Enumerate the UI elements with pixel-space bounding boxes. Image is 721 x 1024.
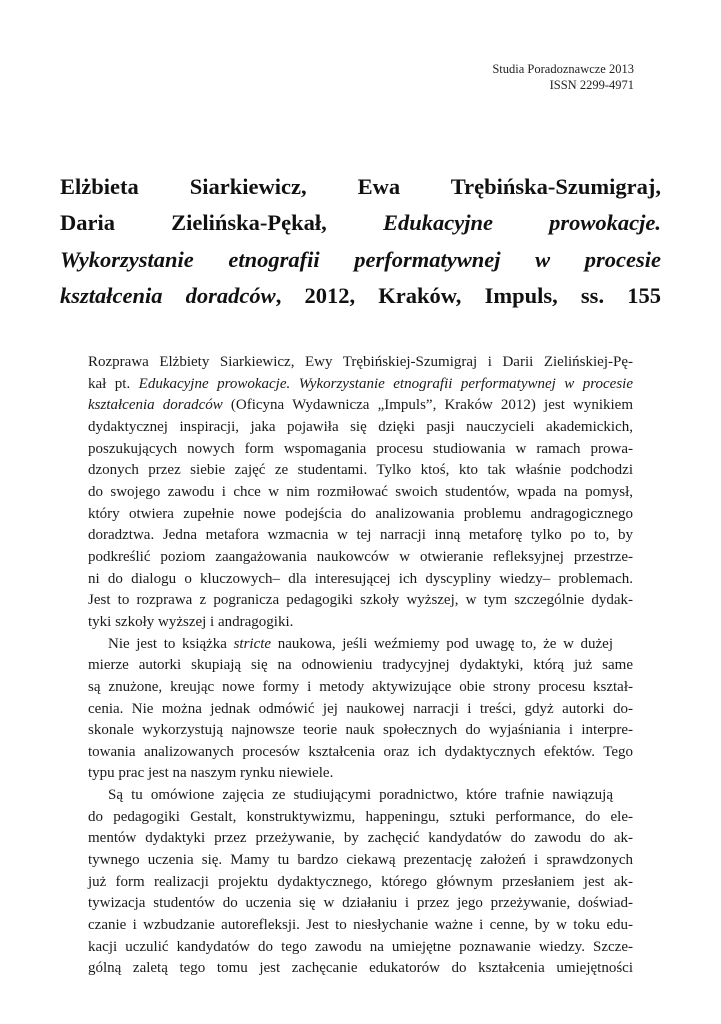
title-line-1: Elżbieta Siarkiewicz, Ewa Trębińska-Szumigraj, xyxy=(60,174,661,199)
text-line: kształcenia doradców (Oficyna Wydawnicza „Impuls”, Kraków 2012) jest wynikiem xyxy=(88,397,633,414)
text-line: kacji uczulić kandydatów do tego zawodu na umiejętne poznawanie wiedzy. Szcze- xyxy=(88,938,633,955)
text-line: tyki szkoły wyższej i andragogiki. xyxy=(88,613,294,630)
review-body xyxy=(88,352,633,980)
title-line-3: Wykorzystanie etnografii performatywnej w procesie xyxy=(60,246,661,272)
text-line: poszukujących nowych form wspomagania procesu studiowania w ramach prowa- xyxy=(88,440,633,457)
text-line: mierze autorki skupiają się na odnowieniu tradycyjnej dydaktyki, którą już same xyxy=(88,657,633,674)
text-line: już form realizacji projektu dydaktycznego, którego głównym przesłaniem jest ak- xyxy=(88,873,633,890)
text-line: podkreślić poziom zaangażowania naukowców w otwieranie refleksyjnej przestrze- xyxy=(88,548,633,565)
text-line: kał pt. Edukacyjne prowokacje. Wykorzystanie etnografii performatywnej w procesie xyxy=(88,375,634,392)
text-line: tywizacja studentów do uczenia się w działaniu i przez jego przeżywanie, doświad- xyxy=(88,895,633,912)
text-line: gólną zaletą tego tomu jest zachęcanie edukatorów do kształcenia umiejętności xyxy=(88,960,633,977)
text-line: dzonych przez siebie zajęć ze studentami. Tylko ktoś, kto tak właśnie podchodzi xyxy=(88,462,633,479)
text-line: cenia. Nie można jednak odmówić jej naukowej narracji i treści, gdyż autorki do- xyxy=(88,700,633,717)
body-paragraph xyxy=(88,634,633,786)
text-line: do swojego zawodu i chce w nim rozmiłować swoich studentów, wpada na pomysł, xyxy=(88,483,633,500)
text-line: Jest to rozprawa z pogranicza pedagogiki szkoły wyższej, w tym szczególnie dydak- xyxy=(88,592,633,609)
text-line: Są tu omówione zajęcia ze studiującymi poradnictwo, które trafnie nawiązują xyxy=(108,787,613,804)
text-line: czanie i wzbudzanie autorefleksji. Jest to niesłychanie ważne i cenne, by w toku edu- xyxy=(88,917,633,934)
text-line: są znużone, kreując nowe formy i metody aktywizujące obie strony procesu kształ- xyxy=(88,678,633,695)
issn-number: ISSN 2299-4971 xyxy=(549,78,634,92)
text-line: tywnego uczenia się. Mamy tu bardzo ciekawą prezentację założeń i sprawdzonych xyxy=(88,852,633,869)
running-header xyxy=(492,61,634,93)
text-line: do pedagogiki Gestalt, konstruktywizmu, happeningu, sztuki performance, do ele- xyxy=(88,808,633,825)
text-line: dydaktycznej inspiracji, jaka pojawiła się dzięki pasji nauczycieli akademickich, xyxy=(88,418,633,435)
text-line: doradztwa. Jedna metafora wzmacnia w tej narracji inną metaforę tylko po to, by xyxy=(88,527,633,544)
title-line-4: kształcenia doradców, 2012, Kraków, Impuls, ss. 155 xyxy=(60,282,661,308)
text-line: skonale wykorzystują najnowsze teorie nauk społecznych do wyjaśniania i interpre- xyxy=(88,722,633,739)
body-paragraph xyxy=(88,352,633,634)
journal-name: Studia Poradoznawcze 2013 xyxy=(492,62,634,76)
title-line-2: Daria Zielińska-Pękał, Edukacyjne prowokacje. xyxy=(60,210,661,236)
review-title xyxy=(60,169,661,314)
text-line: ni do dialogu o kluczowych– dla interesującej ich dyscypliny wiedzy– problemach. xyxy=(88,570,633,587)
text-line: typu prac jest na naszym rynku niewiele. xyxy=(88,765,334,782)
body-paragraph xyxy=(88,785,633,980)
text-line: Nie jest to książka stricte naukowa, jeśli weźmiemy pod uwagę to, że w dużej xyxy=(108,635,613,652)
text-line: który otwiera zupełnie nowe podejścia do analizowania problemu andragogicznego xyxy=(88,505,633,522)
text-line: Rozprawa Elżbiety Siarkiewicz, Ewy Trębińskiej-Szumigraj i Darii Zielińskiej-Pę- xyxy=(88,354,633,370)
text-line: mentów dydaktyki przez przeżywanie, by zachęcić kandydatów do zawodu do ak- xyxy=(88,830,633,847)
text-line: towania analizowanych procesów kształcenia oraz ich dydaktycznych efektów. Tego xyxy=(88,743,633,760)
